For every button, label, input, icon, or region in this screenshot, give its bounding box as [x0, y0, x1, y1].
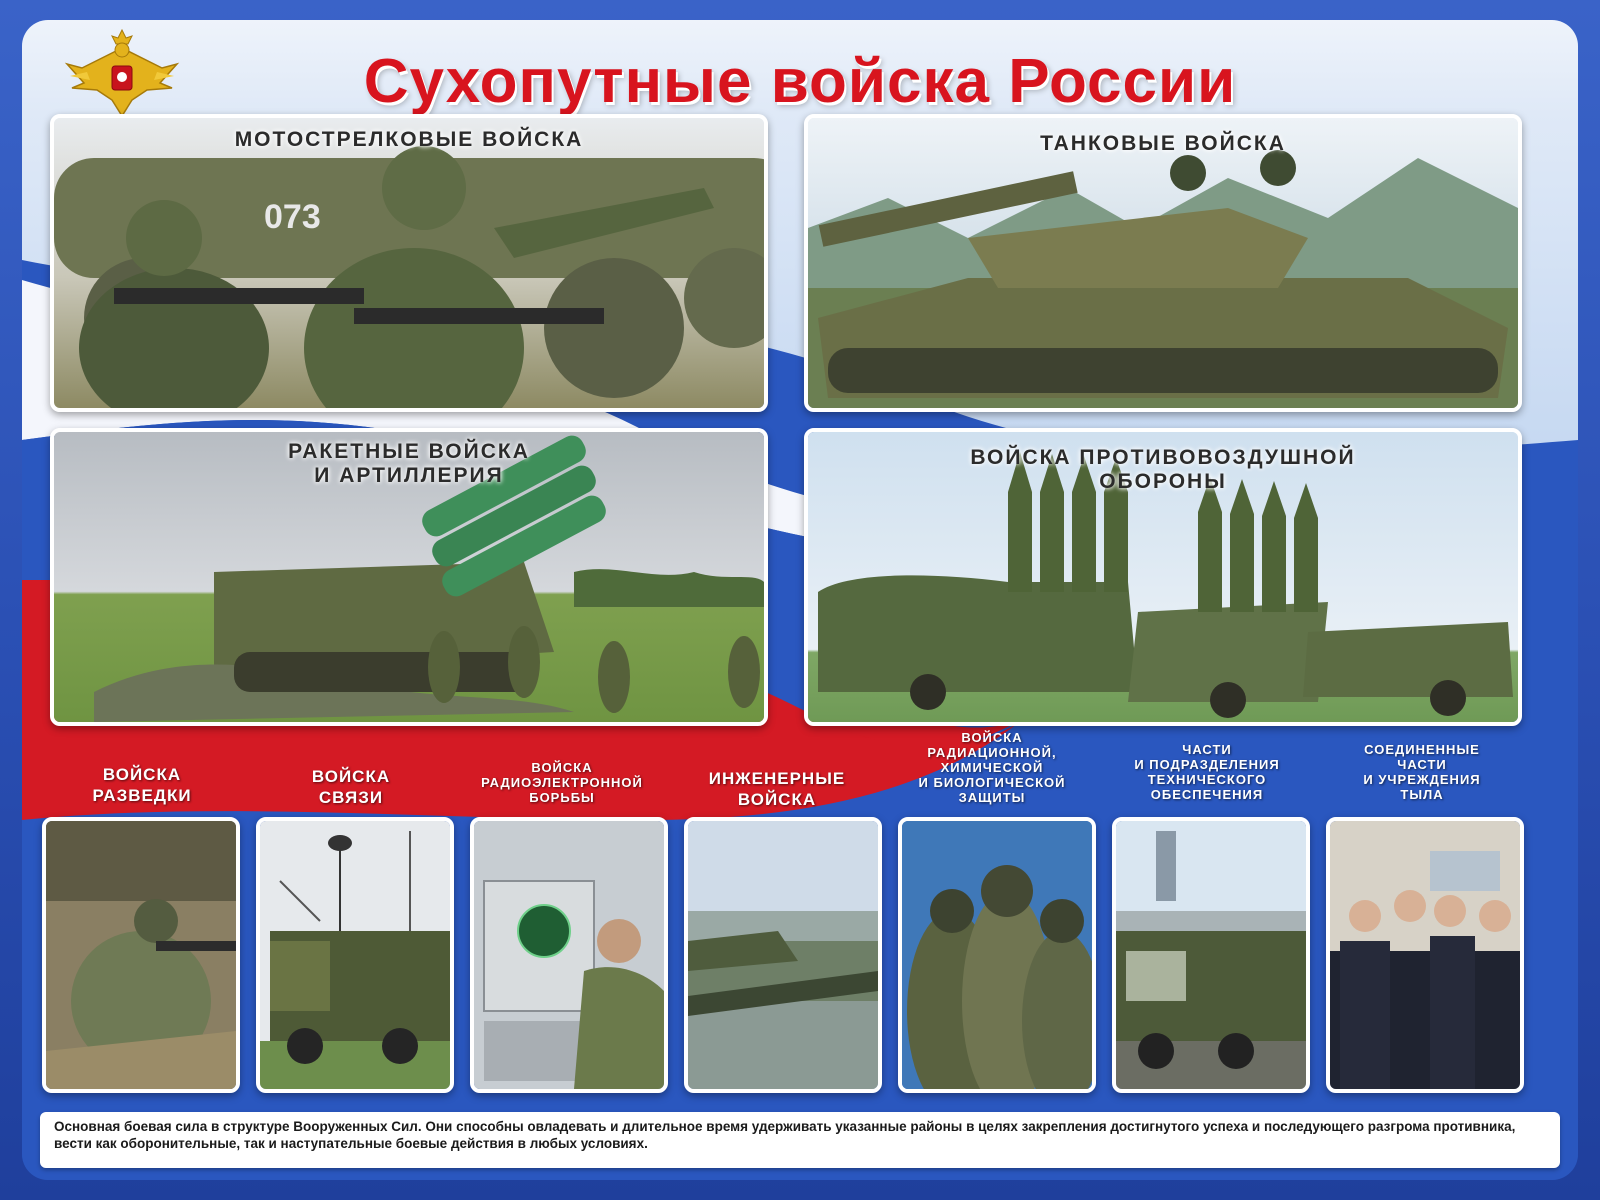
- branch-label-signal: ВОЙСКА СВЯЗИ: [311, 767, 391, 807]
- photo-engineer: [684, 817, 882, 1093]
- tank-with-crew-image: [808, 118, 1518, 408]
- poster-background: [22, 20, 1578, 1180]
- branch-label-electronic-warfare: ВОЙСКА РАДИОЭЛЕКТРОННОЙ БОРЬБЫ: [481, 760, 643, 805]
- soldiers-with-rifles-image: [54, 118, 764, 408]
- uniformed-personnel-image: [1330, 821, 1520, 1089]
- panel-motor-rifle-troops: [50, 114, 768, 412]
- branch-label-rear-services: СОЕДИНЕННЫЕ ЧАСТИ И УЧРЕЖДЕНИЯ ТЫЛА: [1363, 742, 1481, 802]
- branch-label-reconnaissance: ВОЙСКА РАЗВЕДКИ: [92, 765, 192, 805]
- pontoon-bridge-image: [688, 821, 878, 1089]
- panel-label-line: ОБОРОНЫ: [1099, 470, 1227, 493]
- footer-text: Основная боевая сила в структуре Вооруженных Сил. Они способны овладевать и длительное время удерживать указанные районы в целях закрепления достигнутого успеха и последующего разгрома противника, вести как оборонительные, так и наступательные боевые действия в любых условиях.: [54, 1119, 1516, 1151]
- branch-label-nbc-protection: ВОЙСКА РАДИАЦИОННОЙ, ХИМИЧЕСКОЙ И БИОЛОГИЧЕСКОЙ ЗАЩИТЫ: [918, 730, 1066, 805]
- military-trucks-image: [1116, 821, 1306, 1089]
- panel-air-defense: [804, 428, 1522, 726]
- radar-operator-image: [474, 821, 664, 1089]
- signal-truck-image: [260, 821, 450, 1089]
- photo-technical-support: [1112, 817, 1310, 1093]
- panel-label: [54, 440, 764, 488]
- branch-label-technical-support: ЧАСТИ И ПОДРАЗДЕЛЕНИЯ ТЕХНИЧЕСКОГО ОБЕСПЕЧЕНИЯ: [1134, 742, 1280, 802]
- photo-rear-services: [1326, 817, 1524, 1093]
- panel-label: МОТОСТРЕЛКОВЫЕ ВОЙСКА: [234, 128, 584, 151]
- footer-description: [40, 1112, 1560, 1168]
- photo-reconnaissance: [42, 817, 240, 1093]
- panel-label-line: РАКЕТНЫЕ ВОЙСКА: [288, 440, 530, 463]
- panel-label-line: И АРТИЛЛЕРИЯ: [314, 464, 504, 487]
- gas-mask-soldiers-image: [902, 821, 1092, 1089]
- panel-rocket-artillery: [50, 428, 768, 726]
- panel-label-line: ВОЙСКА ПРОТИВОВОЗДУШНОЙ: [970, 446, 1356, 469]
- panel-tank-troops: [804, 114, 1522, 412]
- branch-label-engineer: ИНЖЕНЕРНЫЕ ВОЙСКА: [708, 769, 846, 809]
- poster-title: Сухопутные войска России: [363, 47, 1237, 116]
- panel-label: [808, 446, 1518, 494]
- photo-electronic-warfare: [470, 817, 668, 1093]
- photo-signal: [256, 817, 454, 1093]
- panel-label: ТАНКОВЫЕ ВОЙСКА: [1040, 132, 1286, 155]
- svg-text:073: 073: [264, 198, 321, 236]
- reconnaissance-soldier-image: [46, 821, 236, 1089]
- photo-nbc-protection: [898, 817, 1096, 1093]
